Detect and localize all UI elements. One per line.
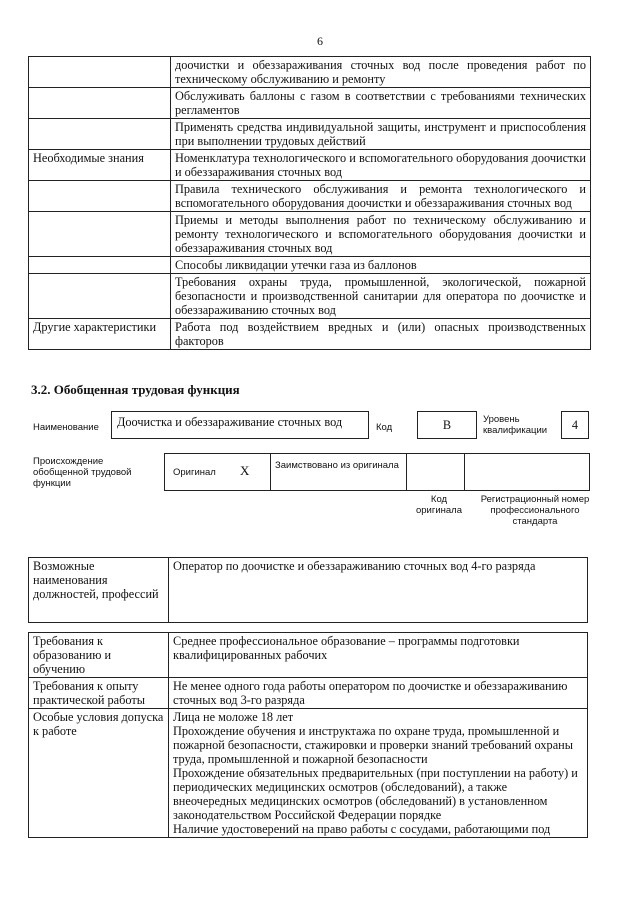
level-label: Уровень квалификации: [483, 414, 548, 436]
row-value: [169, 678, 588, 709]
row-label: Необходимые знания: [29, 150, 171, 181]
origin-box: [164, 453, 590, 491]
section-title: 3.2. Обобщенная трудовая функция: [31, 382, 240, 397]
table-row: [29, 257, 591, 274]
table-row: [29, 88, 591, 119]
row-label: [29, 88, 171, 119]
row-value: Оператор по доочистке и обеззараживанию сточных вод 4-го разряда: [169, 558, 588, 623]
requirement-line: Наличие удостоверений на право работы с сосудами, работающими под: [173, 822, 551, 836]
page-number: 6: [317, 34, 323, 48]
row-label: Особые условия допуска к работе: [29, 709, 169, 838]
code-original-caption: Код оригинала: [415, 494, 462, 516]
row-value: доочистки и обеззараживания сточных вод после проведения работ по техническому обслуживанию и ремонту: [171, 57, 591, 88]
original-label: Оригинал: [173, 467, 216, 478]
table-row: [29, 181, 591, 212]
row-label: [29, 274, 171, 319]
requirement-line: Лица не моложе 18 лет: [173, 710, 294, 724]
code-value: B: [417, 411, 477, 439]
table-row: [29, 57, 591, 88]
row-value: Обслуживать баллоны с газом в соответствии с требованиями технических регламентов: [171, 88, 591, 119]
row-value: [169, 633, 588, 678]
name-label: Наименование: [33, 422, 99, 433]
requirement-line: Среднее профессиональное образование – программы подготовки квалифицированных рабочих: [173, 634, 520, 662]
table-row: [29, 119, 591, 150]
requirements-table: [28, 632, 588, 838]
table-row: [29, 274, 591, 319]
row-label: [29, 212, 171, 257]
row-value: Применять средства индивидуальной защиты, инструмент и приспособления при выполнении трудовых действий: [171, 119, 591, 150]
table-row: [29, 212, 591, 257]
borrowed-label: Заимствовано из оригинала: [275, 460, 399, 471]
name-value: Доочистка и обеззараживание сточных вод: [111, 411, 369, 439]
job-titles-table: [28, 557, 588, 623]
table-row: [29, 633, 588, 678]
code-label: Код: [376, 422, 393, 433]
row-value: Требования охраны труда, промышленной, экологической, пожарной безопасности и производственной санитарии для оператора по доочистке и обеззараживанию сточных вод: [171, 274, 591, 319]
table-row: [29, 150, 591, 181]
table-row: [29, 558, 588, 623]
original-mark: X: [240, 463, 250, 478]
row-label: [29, 181, 171, 212]
row-label: [29, 257, 171, 274]
requirement-line: Прохождение обязательных предварительных (при поступлении на работу) и периодических медицинских осмотров (обследований), а также внеочередных медицинских осмотров (обследований) в установленном законодательством Российской Федерации порядке: [173, 766, 578, 822]
row-value: Способы ликвидации утечки газа из баллонов: [171, 257, 591, 274]
row-value: Работа под воздействием вредных и (или) опасных производственных факторов: [171, 319, 591, 350]
row-value: [169, 709, 588, 838]
requirement-line: Прохождение обучения и инструктажа по охране труда, промышленной и пожарной безопасности, стажировки и проверки знаний требований охраны труда, промышленной и пожарной безопасности: [173, 724, 573, 766]
row-value: Номенклатура технологического и вспомогательного оборудования доочистки и обеззараживания сточных вод: [171, 150, 591, 181]
skills-knowledge-table: [28, 56, 591, 350]
row-value: Правила технического обслуживания и ремонта технологического и вспомогательного оборудования доочистки и обеззараживания сточных вод: [171, 181, 591, 212]
row-label: Возможные наименования должностей, профессий: [29, 558, 169, 623]
row-label: Требования к образованию и обучению: [29, 633, 169, 678]
borrowed-cell: [270, 453, 407, 491]
row-value: Приемы и методы выполнения работ по техническому обслуживанию и ремонту технологического и вспомогательного оборудования доочистки и обеззараживания сточных вод: [171, 212, 591, 257]
requirement-line: Не менее одного года работы оператором по доочистке и обеззараживанию сточных вод 3-го разряда: [173, 679, 568, 707]
table-row: [29, 709, 588, 838]
table-row: [29, 678, 588, 709]
reg-number-caption: Регистрационный номер профессионального стандарта: [480, 494, 590, 527]
level-value: 4: [561, 411, 589, 439]
origin-label: Происхождение обобщенной трудовой функции: [33, 456, 132, 489]
table-row: [29, 319, 591, 350]
row-label: [29, 119, 171, 150]
row-label: Требования к опыту практической работы: [29, 678, 169, 709]
row-label: [29, 57, 171, 88]
code-original-cell: [406, 453, 465, 491]
row-label: Другие характеристики: [29, 319, 171, 350]
